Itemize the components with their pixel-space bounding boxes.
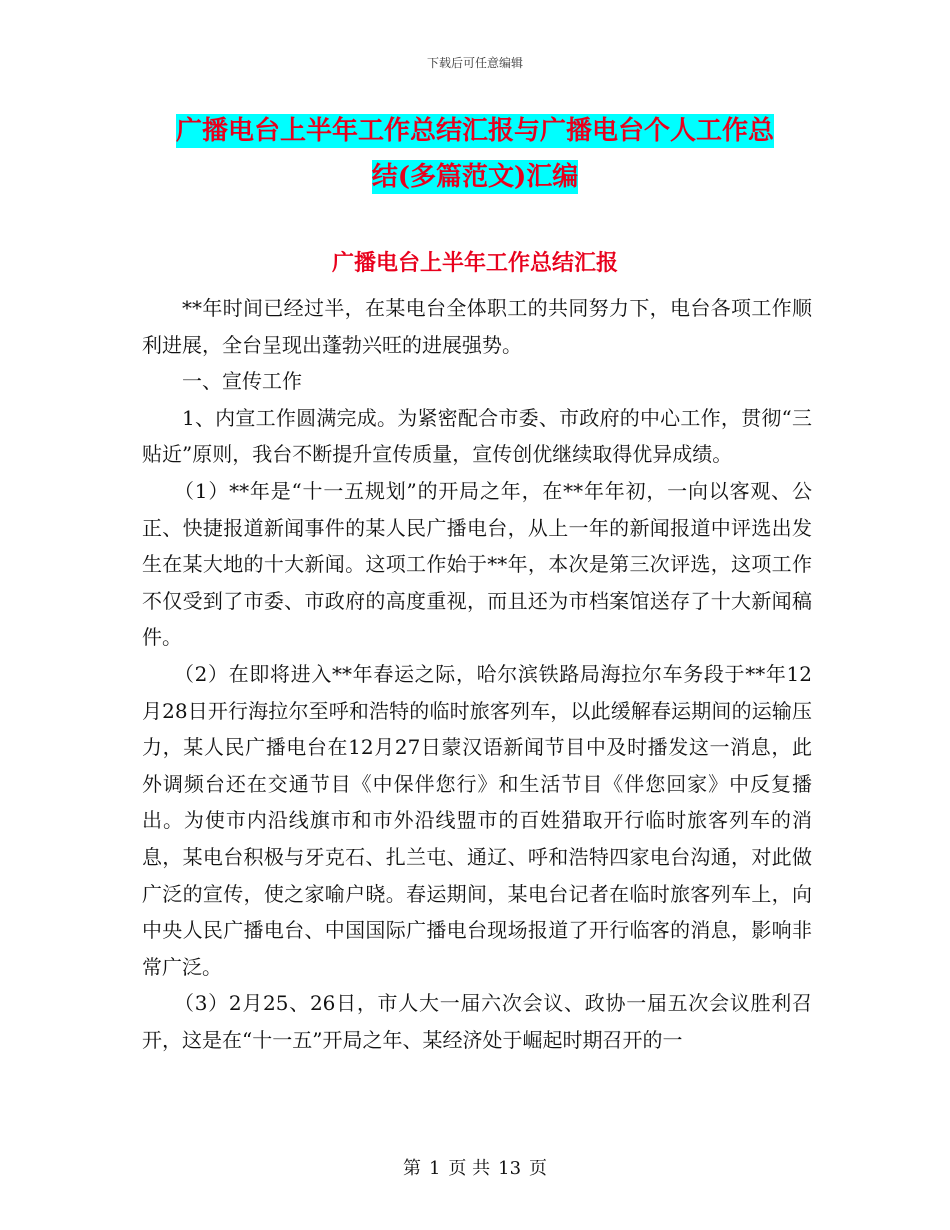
document-title: [0, 108, 950, 200]
paragraph-item-2: （2）在即将进入**年春运之际，哈尔滨铁路局海拉尔车务段于**年12月28日开行海拉尔至呼和浩特的临时旅客列车，以此缓解春运期间的运输压力，某人民广播电台在12月27日蒙汉语新闻节目中及时播发这一消息，此外调频台还在交通节目《中保伴您行》和生活节目《伴您回家》中反复播出。为使市内沿线旗市和市外沿线盟市的百姓猎取开行临时旅客列车的消息，某电台积极与牙克石、扎兰屯、通辽、呼和浩特四家电台沟通，对此做广泛的宣传，使之家喻户晓。春运期间，某电台记者在临时旅客列车上，向中央人民广播电台、中国国际广播电台现场报道了开行临客的消息，影响非常广泛。: [142, 661, 812, 979]
footer-total-pages: 13: [498, 1158, 522, 1179]
title-line-1: [0, 108, 950, 154]
footer-middle: 页 共: [448, 1158, 491, 1179]
paragraph-item-1: （1）**年是“十一五规划”的开局之年，在**年年初，一向以客观、公正、快捷报道新闻事件的某人民广播电台，从上一年的新闻报道中评选出发生在某大地的十大新闻。这项工作始于**年，本次是第三次评选，这项工作不仅受到了市委、市政府的高度重视，而且还为市档案馆送存了十大新闻稿件。: [142, 478, 812, 650]
footer-suffix: 页: [529, 1158, 548, 1179]
section-title: 广播电台上半年工作总结汇报: [331, 250, 618, 276]
header-note: 下载后可任意编辑: [426, 56, 523, 70]
heading-publicity-work: 一、宣传工作: [182, 369, 302, 394]
footer-current-page: 1: [428, 1158, 441, 1179]
title-line-2-text: 结(多篇范文)汇编: [371, 162, 579, 192]
title-line-2: [0, 154, 950, 200]
paragraph-intro: **年时间已经过半，在某电台全体职工的共同努力下，电台各项工作顺利进展，全台呈现出蓬勃兴旺的进展强势。: [142, 296, 812, 357]
title-line-1-text: 广播电台上半年工作总结汇报与广播电台个人工作总: [175, 116, 774, 146]
page-footer: [0, 1154, 950, 1180]
paragraph-item-3: （3）2月25、26日，市人大一届六次会议、政协一届五次会议胜利召开，这是在“十一五”开局之年、某经济处于崛起时期召开的一: [142, 991, 812, 1052]
paragraph-internal-publicity: 1、内宣工作圆满完成。为紧密配合市委、市政府的中心工作，贯彻“三贴近”原则，我台不断提升宣传质量，宣传创优继续取得优异成绩。: [142, 405, 812, 467]
document-body: [142, 290, 812, 1058]
footer-prefix: 第: [402, 1158, 421, 1179]
